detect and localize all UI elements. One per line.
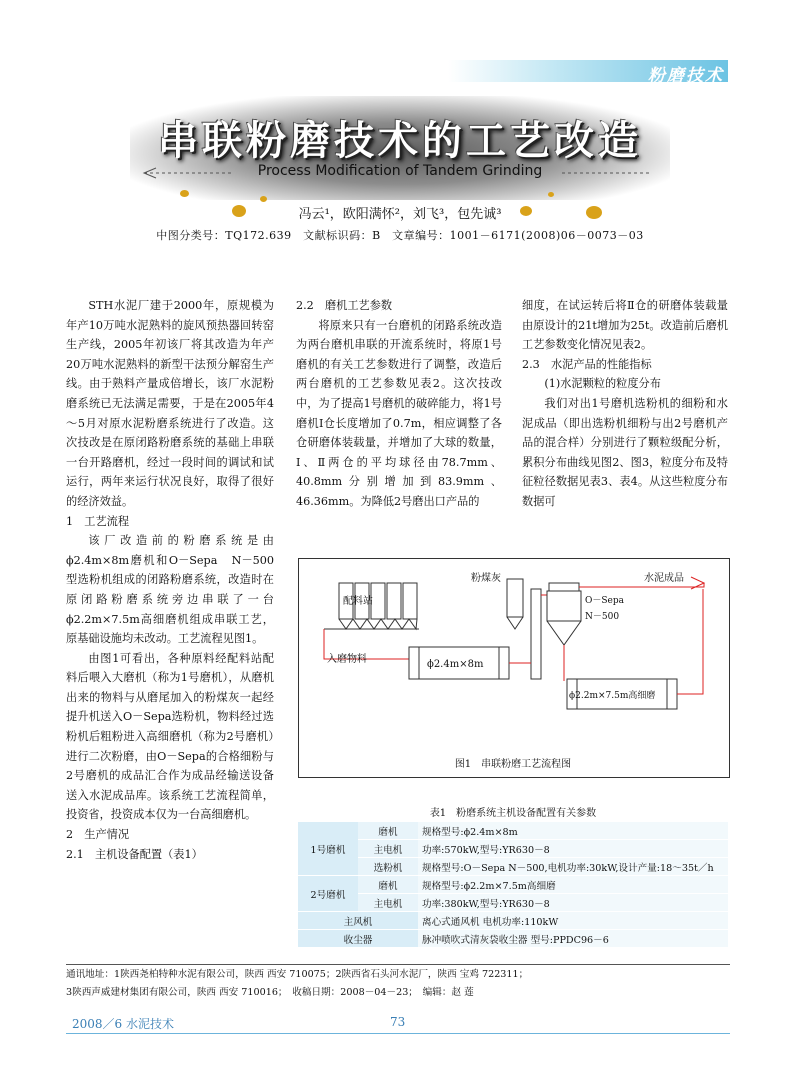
article-title: 串联粉磨技术的工艺改造 <box>158 118 642 164</box>
table-group-cell: 收尘器 <box>298 930 418 948</box>
table-item-cell: 主电机 <box>358 840 418 858</box>
table-item-cell: 磨机 <box>358 822 418 840</box>
folio-divider <box>66 1033 730 1034</box>
label-mill-1: ϕ2.4m×8m <box>427 659 484 670</box>
equipment-table <box>298 822 728 948</box>
decor-dot <box>180 190 189 197</box>
table-item-cell: 选粉机 <box>358 858 418 876</box>
decor-dot <box>260 196 267 202</box>
table-caption: 表1 粉磨系统主机设备配置有关参数 <box>429 808 597 819</box>
table-item-cell: 磨机 <box>358 876 418 894</box>
label-separator-2: N－500 <box>585 612 620 622</box>
label-feed: 入磨物料 <box>327 654 367 665</box>
section-heading: 1 工艺流程 <box>66 514 130 528</box>
label-separator-1: O－Sepa <box>585 596 624 606</box>
subsection-heading: 2.3 水泥产品的性能指标 <box>522 357 652 371</box>
table-row <box>298 858 728 876</box>
table-row <box>298 876 728 894</box>
table-row <box>298 822 728 840</box>
paragraph: STH水泥厂建于2000年，原规模为年产10万吨水泥熟料的旋风预热器回转窑生产线，2005年初该厂将其改造为年产20万吨水泥熟料的新型干法预分解窑生产线。由于熟料产量成倍增长，该厂水泥粉磨系统已无法满足需要，于是在2005年4～5月对原水泥粉磨系统进行了改造。这次技改是在原闭路粉磨系统的基础上串联一台开路磨机，经过一段时间的调试和试运行，两年来运行状况良好，取得了很好的经济效益。 <box>66 299 274 508</box>
table-row <box>298 894 728 912</box>
subsection-heading: 2.2 磨机工艺参数 <box>296 299 393 312</box>
article-subtitle-en: Process Modification of Tandem Grinding <box>257 163 543 179</box>
table-value-cell: 脉冲喷吹式清灰袋收尘器 型号:PPDC96－6 <box>418 930 728 948</box>
paragraph: 将原来只有一台磨机的闭路系统改造为两台磨机串联的开流系统时，将原1号磨机的有关工艺参数进行了调整，改造后两台磨机的工艺参数见表2。这次技改中，为了提高1号磨机的破碎能力，将1号磨机Ⅰ仓长度增加了0.7m，相应调整了各仓研磨体装载量，并增加了大球的数量，Ⅰ、Ⅱ两仓的平均球径由78.7mm、40.8mm分别增加到83.9mm、46.36mm。为降低2号磨出口产品的 <box>296 318 502 508</box>
table-row <box>298 930 728 948</box>
decor-dot <box>586 206 602 219</box>
authors: 冯云¹，欧阳满怀²，刘飞³，包先诚³ <box>298 207 502 222</box>
table-group-cell: 2号磨机 <box>298 876 358 912</box>
footnote-line: 通讯地址：1陕西尧柏特种水泥有限公司，陕西 西安 710075；2陕西省石头河水泥厂，陕西 宝鸡 722311； <box>66 969 529 980</box>
section-heading: 2 生产情况 <box>66 828 130 842</box>
table-group-cell: 主风机 <box>298 912 418 930</box>
table-value-cell: 规格型号:O－Sepa N－500,电机功率:30kW,设计产量:18～35t／h <box>418 858 728 876</box>
label-mill-2: ϕ2.2m×7.5m高细磨 <box>569 691 656 701</box>
footnote-line: 3陕西声威建材集团有限公司，陕西 西安 710016； 收稿日期：2008－04－23； 编辑：赵 莲 <box>66 987 474 998</box>
table-row <box>298 912 728 930</box>
paragraph: 由图1可看出，各种原料经配料站配料后喂入大磨机（称为1号磨机），从磨机出来的物料与从磨尾加入的粉煤灰一起经提升机送入O－Sepa选粉机，物料经过选粉机后粗粉进入高细磨机（称为2号磨机）进行二次粉磨，由O－Sepa的合格细粉与2号磨机的成品汇合作为成品经输送设备送入水泥成品库。该系统工艺流程简单，投资省，投资成本仅为一台高细磨机。 <box>66 651 274 822</box>
figure-caption: 图1 串联粉磨工艺流程图 <box>454 759 572 770</box>
footnote-divider <box>66 964 730 965</box>
label-product: 水泥成品 <box>644 573 684 584</box>
table-value-cell: 规格型号:ϕ2.2m×7.5m高细磨 <box>418 876 728 894</box>
paragraph: 该厂改造前的粉磨系统是由ϕ2.4m×8m磨机和O－Sepa N－500型选粉机组成的闭路粉磨系统，改造时在原闭路粉磨系统旁边串联了一台ϕ2.2m×7.5m高细磨机组成串联工艺，原基础设施均未改动。工艺流程见图1。 <box>66 534 274 646</box>
column-2 <box>296 296 502 512</box>
subsubsection-heading: (1)水泥颗粒的粒度分布 <box>544 377 661 391</box>
section-tag <box>448 60 728 86</box>
decor-dot <box>548 192 554 197</box>
table-value-cell: 功率:570kW,型号:YR630－8 <box>418 840 728 858</box>
column-3 <box>522 296 728 512</box>
bucket-elevator <box>531 589 541 679</box>
process-flow-figure <box>298 558 730 778</box>
table-row <box>298 840 728 858</box>
label-batching: 配料站 <box>343 596 373 607</box>
process-flow-diagram <box>299 559 729 749</box>
classification-line: 中图分类号：TQ172.639 文献标识码：B 文章编号：1001－6171(2008)06－0073－03 <box>156 229 644 242</box>
table-value-cell: 功率:380kW,型号:YR630－8 <box>418 894 728 912</box>
table-item-cell: 主电机 <box>358 894 418 912</box>
separator-osepa <box>547 583 581 645</box>
journal-folio: 2008／6 水泥技术 <box>72 1017 174 1031</box>
flyash-silo <box>507 579 523 629</box>
page-number: 73 <box>390 1015 406 1029</box>
table-value-cell: 离心式通风机 电机功率:110kW <box>418 912 728 930</box>
paragraph: 细度，在试运转后将Ⅱ仓的研磨体装载量由原设计的21t增加为25t。改造前后磨机工艺参数变化情况见表2。 <box>522 299 728 352</box>
table-group-cell: 1号磨机 <box>298 822 358 876</box>
subsection-heading: 2.1 主机设备配置（表1） <box>66 847 203 861</box>
table-value-cell: 规格型号:ϕ2.4m×8m <box>418 822 728 840</box>
paragraph: 我们对出1号磨机选粉机的细粉和水泥成品（即出选粉机细粉与出2号磨机产品的混合样）分别进行了颗粒级配分析，累积分布曲线见图2、图3，粒度分布及特征粒径数据见表3、表4。从这些粒度分布数据可 <box>522 396 728 508</box>
column-1 <box>66 296 274 864</box>
label-flyash: 粉煤灰 <box>471 573 501 584</box>
section-tag-label: 粉磨技术 <box>648 66 724 86</box>
